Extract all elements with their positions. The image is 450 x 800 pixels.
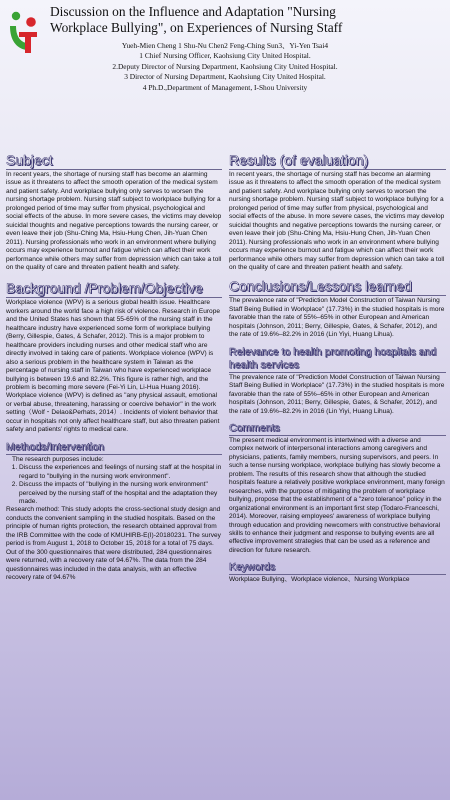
affiliation-4: 4 Ph.D.,Department of Management, I-Shou University	[142, 82, 308, 92]
methods-body: Research method: This study adopts the cross-sectional study design and conducts the convenient sampling in the studied hospitals. Based on the principle of human rights protection, the research obtained approval from the IRB Committee with the code of KMUHIRB-E(I)-20180231. The survey period is from August 1, 2018 to October 15, 2018 for a total of 75 days. Out of the 300 questionnaires that were distributed, 284 questionnaires were returned, with a recovery rate of 94.67%. The data from the 284 questionnaires was included in the data analysis, with an effective recovery rate of 94.67%	[6, 506, 221, 582]
affiliation-3: 3 Director of Nursing Department, Kaohsiung City United Hospital.	[124, 72, 326, 82]
poster-title	[50, 4, 446, 36]
keywords-body: Workplace Bullying、Workplace violence、Nursing Workplace	[229, 576, 410, 584]
affiliation-1: 1 Chief Nursing Officer, Kaohsiung City United Hospital.	[139, 51, 311, 61]
background-section	[6, 280, 222, 434]
keywords-section	[229, 561, 446, 584]
comments-heading: Comments	[229, 422, 446, 436]
subject-section	[6, 152, 222, 272]
background-heading: Background /Problem/Objective	[6, 280, 222, 298]
results-section	[229, 152, 446, 272]
relevance-section	[229, 346, 446, 416]
methods-section	[6, 441, 222, 583]
results-heading: Results (of evaluation)	[229, 152, 446, 170]
left-column	[6, 152, 222, 582]
conclusions-heading: Conclusions/Lessons learned	[229, 278, 446, 296]
list-item: 1. Discuss the experiences and feelings of nursing staff at the hospital in regard to "bullying in the nursing work environment".	[19, 464, 222, 481]
comments-section	[229, 422, 446, 555]
keywords-heading: Keywords	[229, 561, 446, 575]
methods-heading: Methods/Intervention	[6, 441, 222, 455]
methods-intro: The research purposes include:	[12, 455, 104, 463]
subject-body: In recent years, the shortage of nursing staff has become an alarming issue as it threatens to affect the smooth operation of the medical system and patient safety. And workplace bullying only serves to worsen the nursing shortage problem. Nursing staff subject to workplace bullying for a prolonged period of time may suffer from physical, psychological and social effects of the abuse. In more severe cases, the victims may develop suicidal thoughts and negative perceptions towards the nursing career, or even leave their job (Shu-Ching Ma, Hsiu-Hung Chen, Jih-Yuan Chen 2011). Nursing professionals who work in an environment where bullying occurs may experience burnout and fatigue which can affect their work performance while others may suffer from depression which can take a toll on the quality of care and threaten patient health and safety.	[6, 171, 222, 271]
title-line-1: Discussion on the Influence and Adaptation "Nursing	[50, 4, 336, 19]
comments-body: The present medical environment is intertwined with a diverse and complex network of interpersonal interactions among caregivers and physicians, patients, family members, nursing supervisors, and peers. In such a tense nursing workplace, workplace bullying has slowly become a problem. The results of this research show that although the studied hospitals feature a relatively positive workplace environment, many foreign researches, with the purpose of mitigating the problem of workplace bullying, propose that the establishment of a "zero tolerance" policy in the organizational environment is an important first step (Todaro-Franceschi, 2014). Moreover, raising employees' awareness of workplace bullying through education and providing newcomers with constructive behavioral skills to enhance their judgment and response to bullying events are all effective improvement strategies that can be used as a reference and direction for future research.	[229, 436, 445, 554]
conclusions-section	[229, 278, 446, 339]
relevance-body: The prevalence rate of "Prediction Model Construction of Taiwan Nursing Staff Being Bullied in Workplace" (17.73%) in the studied hospitals is more favorable than the rate of 55%–65% in other European and American hospitals (Johnson, 2011; Berry, Gillespie, Gates, & Schafer, 2012), and the rate of 19.6%–82.2% in 2016 (Lin Yiyi, Huang Lihua).	[229, 373, 445, 415]
authors-line: Yueh-Mien Cheng 1 Shu-Nu Chen2 Feng-Ching Sun3、Yi-Yen Tsai4	[121, 41, 329, 50]
conclusions-body: The prevalence rate of "Prediction Model Construction of Taiwan Nursing Staff Being Bullied in Workplace" (17.73%) in the studied hospitals is more favorable than the rate of 55%–65% in other European and American hospitals (Johnson, 2011; Berry, Gillespie, Gates, & Schafer, 2012), and the rate of 19.6%–82.2% in 2016 (Lin Yiyi, Huang Lihua).	[229, 297, 445, 339]
subject-heading: Subject	[6, 152, 222, 170]
list-item: 2. Discuss the impacts of "bullying in the nursing work environment" perceived by the nursing staff of the hospital and the adaptation they made.	[19, 481, 222, 506]
title-line-2: Workplace Bullying", on Experiences of Nursing Staff	[50, 20, 343, 35]
relevance-heading: Relevance to health promoting hospitals and health services	[229, 346, 446, 373]
background-body: Workplace violence (WPV) is a serious global health issue. Healthcare workers around the world face a high risk of violence. Research in Europe and the United States has shown that 55-65% of the nursing staff in the healthcare industry have experienced some form of workplace bullying (Berry, Gillespie, Gates, & Schafer, 2012). This is a major problem to healthcare providers including nurses and other medical staff who are directly involved in taking care of patients. Workplace violence (WPV) is also a serious problem in the healthcare system in Taiwan as the percentage of nursing staff in Taiwan who have experienced workplace bullying is between 19.6 and 82.2%. This figure is rather high, and the problem is becoming more severe (Fei-Yi Lin, Li-Hua Huang 2016). Workplace violence (WPV) is defined as "any physical assault, emotional or verbal abuse, threatening, harassing or coercive behavior" in the work setting（Wolf・Delao&Perhats, 2014）. Incidents of violent behavior that occur in hospitals not only affect healthcare staff, but also threaten patient safety and patients' rights to medical care.	[6, 299, 220, 434]
methods-purpose-list	[6, 464, 222, 506]
author-block	[0, 41, 450, 93]
affiliation-2: 2.Deputy Director of Nursing Department, Kaohsiung City United Hospital.	[112, 61, 338, 71]
right-column	[229, 152, 446, 585]
results-body: In recent years, the shortage of nursing staff has become an alarming issue as it threatens to affect the smooth operation of the medical system and patient safety. And workplace bullying only serves to worsen the nursing shortage problem. Nursing staff subject to workplace bullying for a prolonged period of time may suffer from physical, psychological and social effects of the abuse. In more severe cases, the victims may develop suicidal thoughts and negative perceptions towards the nursing career, or even leave their job (Shu-Ching Ma, Hsiu-Hung Chen, Jih-Yuan Chen 2011). Nursing professionals who work in an environment where bullying occurs may experience burnout and fatigue which can affect their work performance while others may suffer from depression which can take a toll on the quality of care and threaten patient health and safety.	[229, 171, 445, 271]
